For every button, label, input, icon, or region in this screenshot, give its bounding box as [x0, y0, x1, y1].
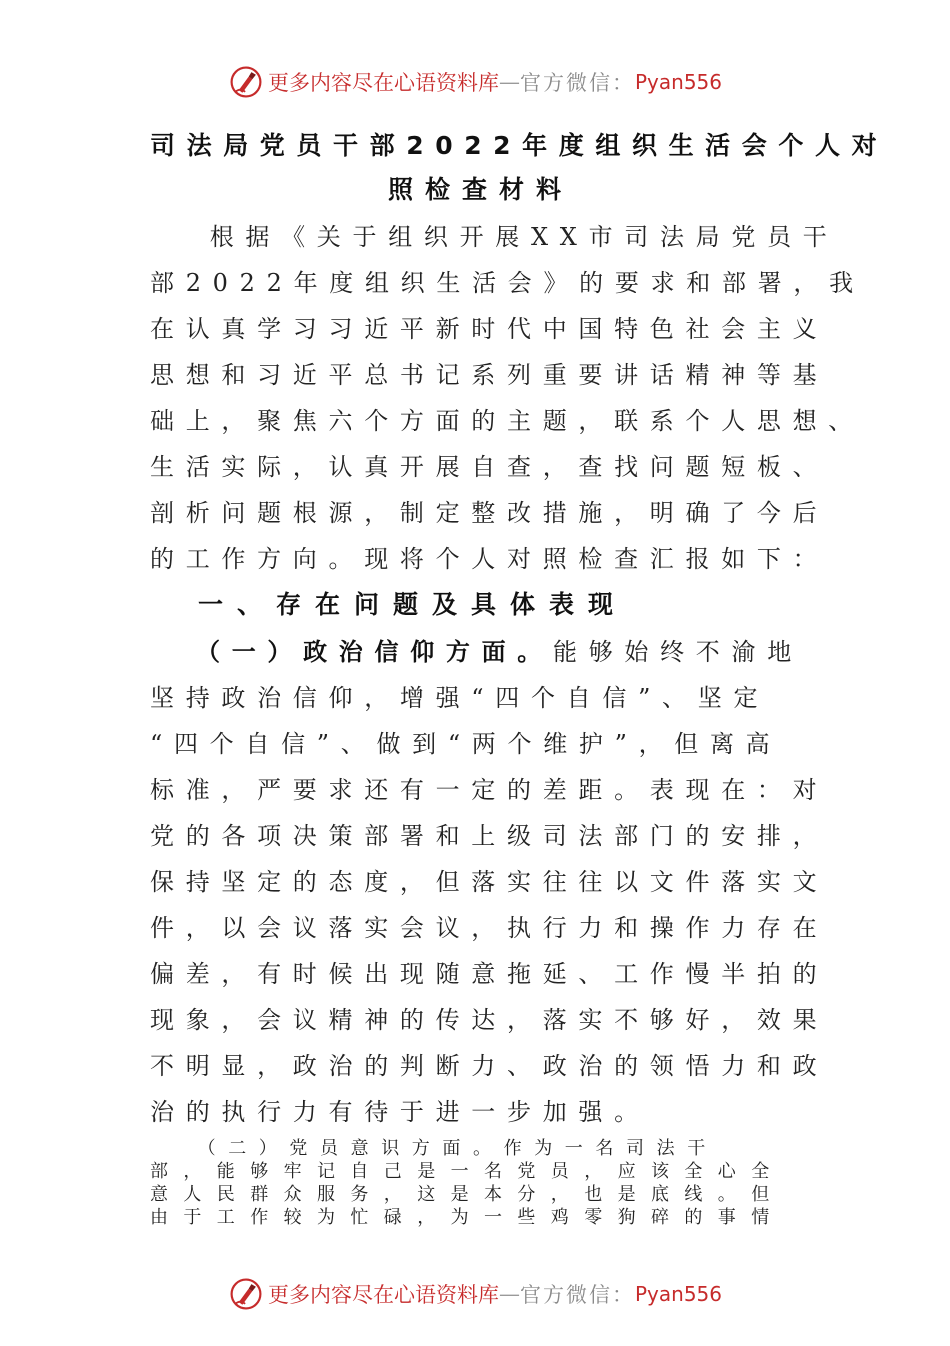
intro-line: 在认真学习习近平新时代中国特色社会主义	[150, 315, 829, 343]
watermark-wechat-label: 官方微信：	[519, 71, 635, 95]
watermark-wechat-label: 官方微信：	[519, 1283, 635, 1307]
footer-watermark	[0, 1274, 950, 1314]
header-watermark	[0, 62, 950, 102]
pen-nib-icon	[228, 1276, 264, 1312]
subsection-first-line	[196, 637, 896, 669]
body-line: 坚持政治信仰，增强“四个自信”、坚定	[150, 684, 770, 712]
watermark-wechat-id: Pyan556	[634, 1282, 722, 1306]
body-line: 不明显，政治的判断力、政治的领悟力和政	[150, 1052, 829, 1080]
watermark-separator: —	[498, 70, 520, 94]
small-body-line: 由于工作较为忙碌，为一些鸡零狗碎的事情	[150, 1207, 785, 1228]
intro-line: 生活实际，认真开展自查，查找问题短板、	[150, 453, 829, 481]
subsection-heading: （一）政治信仰方面。	[196, 638, 553, 666]
subsection-first-text: 能够始终不渝地	[553, 638, 803, 666]
body-line: 现象，会议精神的传达，落实不够好，效果	[150, 1006, 829, 1034]
watermark-wechat-id: Pyan556	[634, 70, 722, 94]
pen-nib-icon	[228, 64, 264, 100]
body-line: 偏差，有时候出现随意拖延、工作慢半拍的	[150, 960, 829, 988]
body-line: “四个自信”、做到“两个维护”，但离高	[150, 730, 782, 758]
watermark-text: 更多内容尽在心语资料库	[267, 1283, 499, 1307]
document-title-line-1: 司法局党员干部2022年度组织生活会个人对	[150, 131, 889, 160]
body-line: 治的执行力有待于进一步加强。	[150, 1098, 650, 1126]
watermark-text: 更多内容尽在心语资料库	[267, 71, 499, 95]
intro-line: 思想和习近平总书记系列重要讲话精神等基	[150, 361, 829, 389]
intro-line: 础上，聚焦六个方面的主题，联系个人思想、	[150, 407, 864, 435]
small-body-line: 意人民群众服务，这是本分，也是底线。但	[150, 1184, 785, 1205]
body-line: 党的各项决策部署和上级司法部门的安排，	[150, 822, 829, 850]
intro-line: 剖析问题根源，制定整改措施，明确了今后	[150, 499, 829, 527]
body-line: 件，以会议落实会议，执行力和操作力存在	[150, 914, 829, 942]
small-body-line: （二）党员意识方面。作为一名司法干	[176, 1138, 718, 1159]
small-body-line: 部，能够牢记自己是一名党员，应该全心全	[150, 1161, 785, 1182]
intro-line: 的工作方向。现将个人对照检查汇报如下：	[150, 545, 829, 573]
intro-line: 根据《关于组织开展XX市司法局党员干	[174, 223, 839, 251]
watermark-separator: —	[498, 1282, 520, 1306]
intro-line: 部2022年度组织生活会》的要求和部署，我	[150, 269, 865, 297]
document-title-line-2: 照检查材料	[388, 175, 574, 204]
body-line: 标准，严要求还有一定的差距。表现在：对	[150, 776, 829, 804]
body-line: 保持坚定的态度，但落实往往以文件落实文	[150, 868, 829, 896]
section-heading: 一、存在问题及具体表现	[198, 590, 628, 619]
